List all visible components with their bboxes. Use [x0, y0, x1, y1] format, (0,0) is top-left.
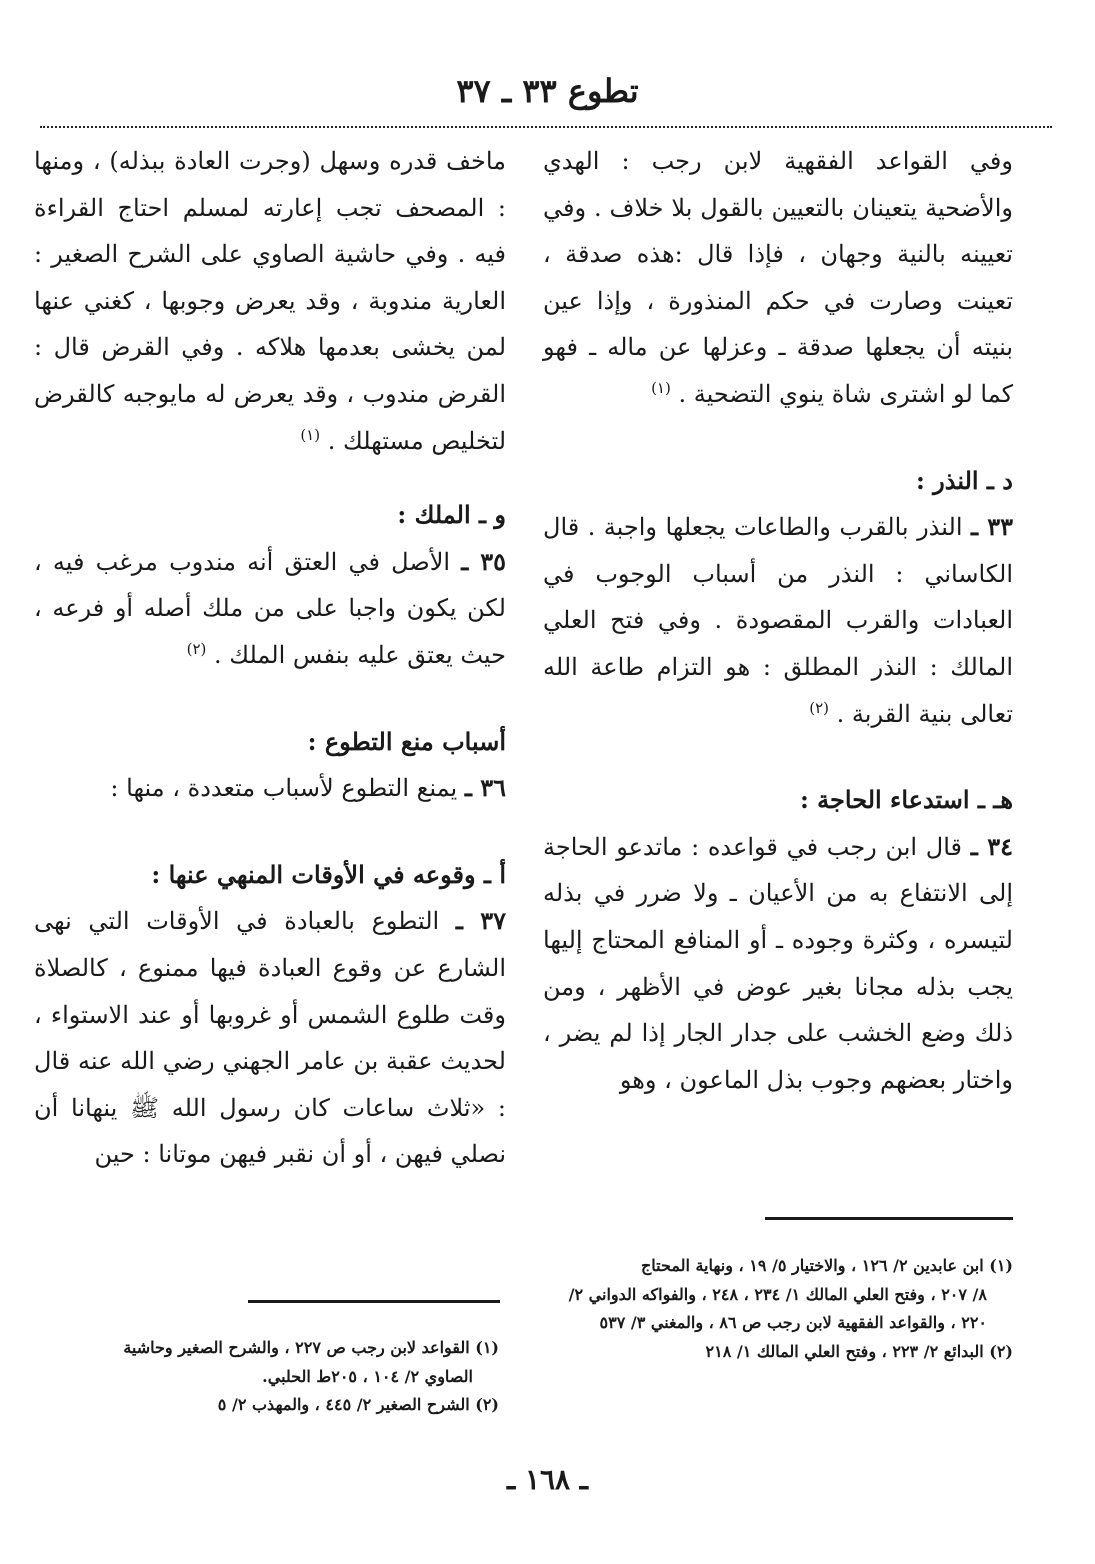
paragraph-number: ٣٤ ـ [970, 831, 1013, 861]
footnote-divider-left [248, 1300, 500, 1303]
footnote-2: (٢) الشرح الصغير ٢/ ٤٤٥ ، والمهذب ٢/ ٥ [217, 1395, 499, 1414]
section-heading-nadhr: د ـ النذر : [915, 465, 1013, 495]
section-heading-hajah: هـ ـ استدعاء الحاجة : [799, 785, 1013, 815]
paragraph-number: ٣٦ ـ [464, 773, 506, 803]
footnote-divider-right [765, 1217, 1013, 1220]
footnote-ref: (٢) [809, 698, 830, 717]
footnote-2: (٢) البدائع ٢/ ٢٢٣ ، وفتح العلي المالك ١/ ٢١٨ [705, 1341, 1013, 1361]
left-column [34, 138, 506, 1178]
footnote-ref: (١) [300, 425, 321, 444]
header-dotted-rule [40, 126, 1052, 128]
paragraph-35: ٣٥ ـ الأصل في العتق أنه مندوب مرغب فيه ، لكن يكون واجبا على من ملك أصله أو فرعه ، حيث يعتق عليه بنفس الملك . $^{(٢)}$ [34, 546, 506, 669]
footnotes-left [29, 1334, 499, 1420]
paragraph-34: ٣٤ ـ قال ابن رجب في قواعده : ماتدعو الحاجة إلى الانتفاع به من الأعيان ـ ولا ضرر في بذله لتيسره ، وكثرة وجوده ـ أو المنافع المحتاج إليها يجب بذله مجانا بغير عوض في الأظهر ، ومن ذلك وضع الخشب على جدار الجار إذا لم يضر ، واختار بعضهم وجوب بذل الماعون ، وهو [543, 831, 1013, 1094]
paragraph-36: ٣٦ ـ يمنع التطوع لأسباب متعددة ، منها : [110, 773, 506, 803]
footnote-1: (١) ابن عابدين ٢/ ١٢٦ ، والاختيار ٥/ ١٩ ، ونهاية المحتاج [640, 1256, 1013, 1275]
section-heading-milk: و ـ الملك : [397, 500, 506, 530]
page-number: ـ ١٦٨ ـ [506, 1463, 589, 1496]
paragraph-hady-udhiya: وفي القواعد الفقهية لابن رجب : الهدي والأضحية يتعينان بالتعيين بالقول بلا خلاف . وفي تعيينه بالنية وجهان ، فإذا قال :هذه صدقة ، تعينت وصارت في حكم المنذورة ، وإذا عين بنيته أن يجعلها صدقة ـ وعزلها عن ماله ـ فهو كما لو اشترى شاة ينوي التضحية . $^{(١)}$ [543, 147, 1013, 408]
paragraph-number: ٣٧ ـ [455, 906, 506, 936]
running-header: تطوع ٣٣ ـ ٣٧ [456, 72, 639, 110]
paragraph-number: ٣٥ ـ [461, 546, 506, 576]
paragraph-33: ٣٣ ـ النذر بالقرب والطاعات يجعلها واجبة . قال الكاساني : النذر من أسباب الوجوب في العبادات والقرب المقصودة . وفي فتح العلي المالك : النذر المطلق : هو التزام طاعة الله تعالى بنية القربة . $^{(٢)}$ [543, 512, 1013, 728]
paragraph-number: ٣٣ ـ [970, 512, 1013, 542]
footnote-1-continued: ٨/ ٢٠٧ ، وفتح العلي المالك ١/ ٢٣٤ ، ٢٤٨ ، والفواكه الدواني ٢/ ٢٢٠ ، والقواعد الفقهية لابن رجب ص ٨٦ ، والمغني ٣/ ٥٣٧ [568, 1284, 987, 1332]
section-heading-asbab: أسباب منع التطوع : [307, 726, 506, 756]
right-column [543, 138, 1013, 1103]
footnote-1: (١) القواعد لابن رجب ص ٢٢٧ ، والشرح الصغير وحاشية [123, 1338, 499, 1357]
paragraph-37: ٣٧ ـ التطوع بالعبادة في الأوقات التي نهى الشارع عن وقوع العبادة فيها ممنوع ، كالصلاة وقت طلوع الشمس أو غروبها أو عند الاستواء ، لحديث عقبة بن عامر الجهني رضي الله عنه قال : «ثلاث ساعات كان رسول الله ﷺ ينهانا أن نصلي فيهن ، أو أن نقبر فيهن موتانا : حين [34, 906, 506, 1169]
footnotes-right [543, 1252, 1013, 1366]
paragraph-maoun: ماخف قدره وسهل (وجرت العادة ببذله) ، ومنها : المصحف تجب إعارته لمسلم احتاج القراءة فيه . وفي حاشية الصاوي على الشرح الصغير : العارية مندوبة ، وقد يعرض وجوبها ، كغني عنها لمن يخشى بعدمها هلاكه . وفي القرض قال : القرض مندوب ، وقد يعرض له مايوجبه كالقرض لتخليص مستهلك . $^{(١)}$ [34, 147, 506, 455]
footnote-1-continued: الصاوي ٢/ ١٠٤ ، ٢٠٥ط الحلبي. [262, 1366, 473, 1386]
footnote-ref: (٢) [186, 639, 207, 658]
section-heading-awqat: أ ـ وقوعه في الأوقات المنهي عنها : [151, 859, 506, 889]
footnote-ref: (١) [651, 378, 671, 397]
